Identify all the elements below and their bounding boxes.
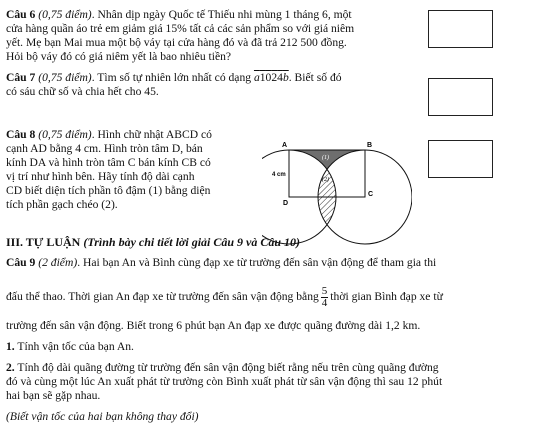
q7-points: (0,75 điểm) [35, 71, 92, 84]
q8-line-3: kính DA và hình tròn tâm C bán kính CB có [6, 155, 211, 169]
question-8 [6, 128, 212, 211]
q6-points: (0,75 điểm) [35, 8, 92, 21]
label-region-2: (2) [322, 177, 329, 183]
q7-line-1b: . Biết số đó [288, 71, 342, 84]
q8-line-2: cạnh AD bằng 4 cm. Hình tròn tâm D, bán [6, 141, 203, 155]
q6-line-2: cửa hàng quần áo trẻ em giảm giá 15% tất cả các sản phẩm so với giá niêm [6, 21, 355, 35]
q9-line-1: . Hai bạn An và Bình cùng đạp xe từ trường đến sân vận động để tham gia thi [77, 256, 437, 269]
q8-label: Câu 8 [6, 128, 36, 141]
answer-box-q8[interactable] [428, 140, 493, 178]
q9-line-2b: thời gian Bình đạp xe từ [330, 290, 443, 303]
q9-part-2-line-3: hai bạn sẽ gặp nhau. [6, 389, 101, 402]
q8-line-5: CD biết diện tích phần tô đậm (1) bằng diện [6, 183, 211, 197]
q9-note: (Biết vận tốc của hai bạn không thay đổi) [6, 410, 199, 423]
label-side-4cm: 4 cm [272, 172, 286, 178]
q9-body [6, 319, 442, 424]
q8-line-6: tích phần gạch chéo (2). [6, 197, 118, 211]
q9-part-2-line-2: đó và cùng một lúc An xuất phát từ trường còn Bình xuất phát từ sân vận động thì sau 12 phút [6, 375, 443, 388]
q9-line-2 [6, 283, 443, 311]
q9-points: (2 điểm) [35, 256, 78, 269]
question-7 [6, 71, 342, 99]
q9-part-1: 1. Tính vận tốc của bạn An. [6, 340, 134, 353]
q6-line-3: yết. Mẹ bạn Mai mua một bộ váy tại cửa hàng đó và đã trả 212 500 đồng. [6, 35, 347, 49]
section-heading [6, 236, 300, 250]
label-region-1: (1) [322, 155, 329, 161]
q8-line-1: . Hình chữ nhật ABCD có [91, 128, 212, 141]
label-d: D [283, 200, 289, 207]
section-title: III. TỰ LUẬN [6, 235, 81, 249]
q7-line-2: có sáu chữ số và chia hết cho 45. [6, 84, 159, 98]
label-c: C [368, 191, 374, 198]
answer-box-q6[interactable] [428, 10, 493, 48]
question-6 [6, 8, 354, 64]
q9-line-3: trường đến sân vận động. Biết trong 6 phút bạn An đạp xe được quãng đường dài 1,2 km. [6, 319, 421, 332]
answer-box-q7[interactable] [428, 78, 493, 116]
q6-line-1: . Nhân dịp ngày Quốc tế Thiếu nhi mùng 1 tháng 6, một [91, 8, 352, 21]
q9-line-2a: đấu thể thao. Thời gian An đạp xe từ trường đến sân vận động bằng [6, 290, 319, 303]
fraction-numerator: 5 [321, 284, 328, 297]
label-b: B [367, 142, 373, 149]
q7-number-form: a1024b [253, 71, 289, 84]
q8-points: (0,75 điểm) [35, 128, 92, 141]
question-9 [6, 256, 436, 270]
q9-label: Câu 9 [6, 256, 36, 269]
q6-label: Câu 6 [6, 8, 36, 21]
label-a: A [282, 142, 288, 149]
q9-part-2-line-1: 2. Tính độ dài quãng đường từ trường đến sân vận động biết rằng nếu trên cùng quãng đường [6, 361, 439, 374]
q7-line-1a: . Tìm số tự nhiên lớn nhất có dạng [91, 71, 254, 84]
section-note: (Trình bày chi tiết lời giải Câu 9 và Câu 10) [80, 235, 301, 249]
q7-label: Câu 7 [6, 71, 36, 84]
fraction-5-4 [321, 286, 329, 309]
q8-line-4: vị trí như hình bên. Hãy tính độ dài cạnh [6, 169, 195, 183]
fraction-denominator: 4 [321, 296, 328, 309]
q6-line-4: Hỏi bộ váy đó có giá niêm yết là bao nhiêu tiền? [6, 49, 232, 63]
